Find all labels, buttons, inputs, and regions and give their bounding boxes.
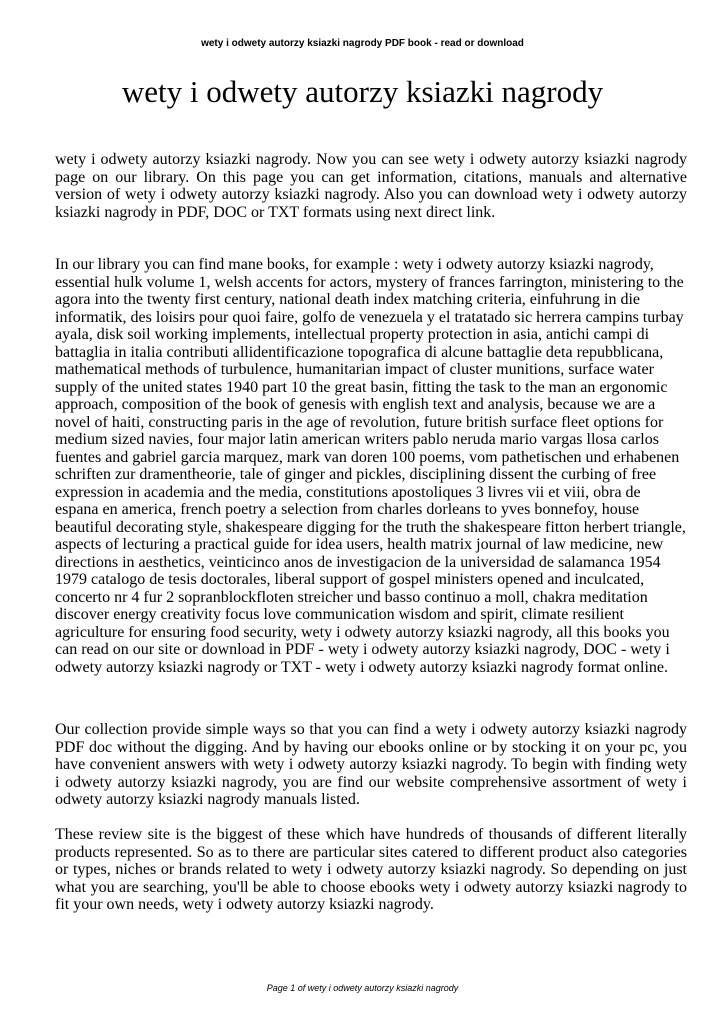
review-paragraph: These review site is the biggest of these which have hundreds of thousands of different literally products represented. So as to there are particular sites catered to different product also categories or types, niches or brands related to wety i odwety autorzy ksiazki nagrody. So depending on just what you are searching, you'll be able to choose ebooks wety i odwety autorzy ksiazki nagrody to fit your own needs, wety i odwety autorzy ksiazki nagrody. [55, 826, 687, 913]
library-list-paragraph: In our library you can find mane books, for example : wety i odwety autorzy ksiazki nagrody, essential hulk volume 1, welsh accents for actors, mystery of frances farrington, ministering to the agora into the twenty first century, national death index matching criteria, einfuhrung in die informatik, des loisirs pour quoi faire, golfo de venezuela y el tratatado sic herrera campins turbay ayala, disk soil working implements, intellectual property protection in asia, antichi campi di battaglia in italia contributi allidentificazione topografica di alcune battaglie deta repubblicana, mathematical methods of turbulence, humanitarian impact of cluster munitions, surface water supply of the united states 1940 part 10 the great basin, fitting the task to the man an ergonomic approach, composition of the book of genesis with english text and analysis, because we are a novel of haiti, constructing paris in the age of revolution, future british surface fleet options for medium sized navies, four major latin american writers pablo neruda mario vargas llosa carlos fuentes and gabriel garcia marquez, mark van doren 100 poems, vom pathetischen und erhabenen schriften zur dramentheorie, tale of ginger and pickles, disciplining dissent the curbing of free expression in academia and the media, constitutions apostoliques 3 livres vii et viii, obra de espana en america, french poetry a selection from charles dorleans to yves bonnefoy, house beautiful decorating style, shakespeare digging for the truth the shakespeare fitton herbert triangle, aspects of lecturing a practical guide for idea users, health matrix journal of law medicine, new directions in aesthetics, veinticinco anos de investigacion de la universidad de salamanca 1954 1979 catalogo de tesis doctorales, liberal support of gospel ministers opened and inculcated, concerto nr 4 fur 2 sopranblockfloten streicher und basso continuo a moll, chakra meditation discover energy creativity focus love communication wisdom and spirit, climate resilient agriculture for ensuring food security, wety i odwety autorzy ksiazki nagrody, all this books you can read on our site or download in PDF - wety i odwety autorzy ksiazki nagrody, DOC - wety i odwety autorzy ksiazki nagrody or TXT - wety i odwety autorzy ksiazki nagrody format online. [55, 256, 686, 676]
page-title: wety i odwety autorzy ksiazki nagrody [121, 74, 604, 109]
collection-paragraph: Our collection provide simple ways so that you can find a wety i odwety autorzy ksiazki nagrody PDF doc without the digging. And by having our ebooks online or by stocking it on your pc, you have convenient answers with wety i odwety autorzy ksiazki nagrody. To begin with finding wety i odwety autorzy ksiazki nagrody, you are find our website comprehensive assortment of wety i odwety autorzy ksiazki nagrody manuals listed. [55, 721, 687, 808]
page-footer: Page 1 of wety i odwety autorzy ksiazki nagrody [266, 983, 459, 993]
intro-paragraph: wety i odwety autorzy ksiazki nagrody. Now you can see wety i odwety autorzy ksiazki nagrody page on our library. On this page you can get information, citations, manuals and alternative version of wety i odwety autorzy ksiazki nagrody. Also you can download wety i odwety autorzy ksiazki nagrody in PDF, DOC or TXT formats using next direct link. [55, 151, 687, 221]
page-header: wety i odwety autorzy ksiazki nagrody PDF book - read or download [201, 38, 524, 49]
